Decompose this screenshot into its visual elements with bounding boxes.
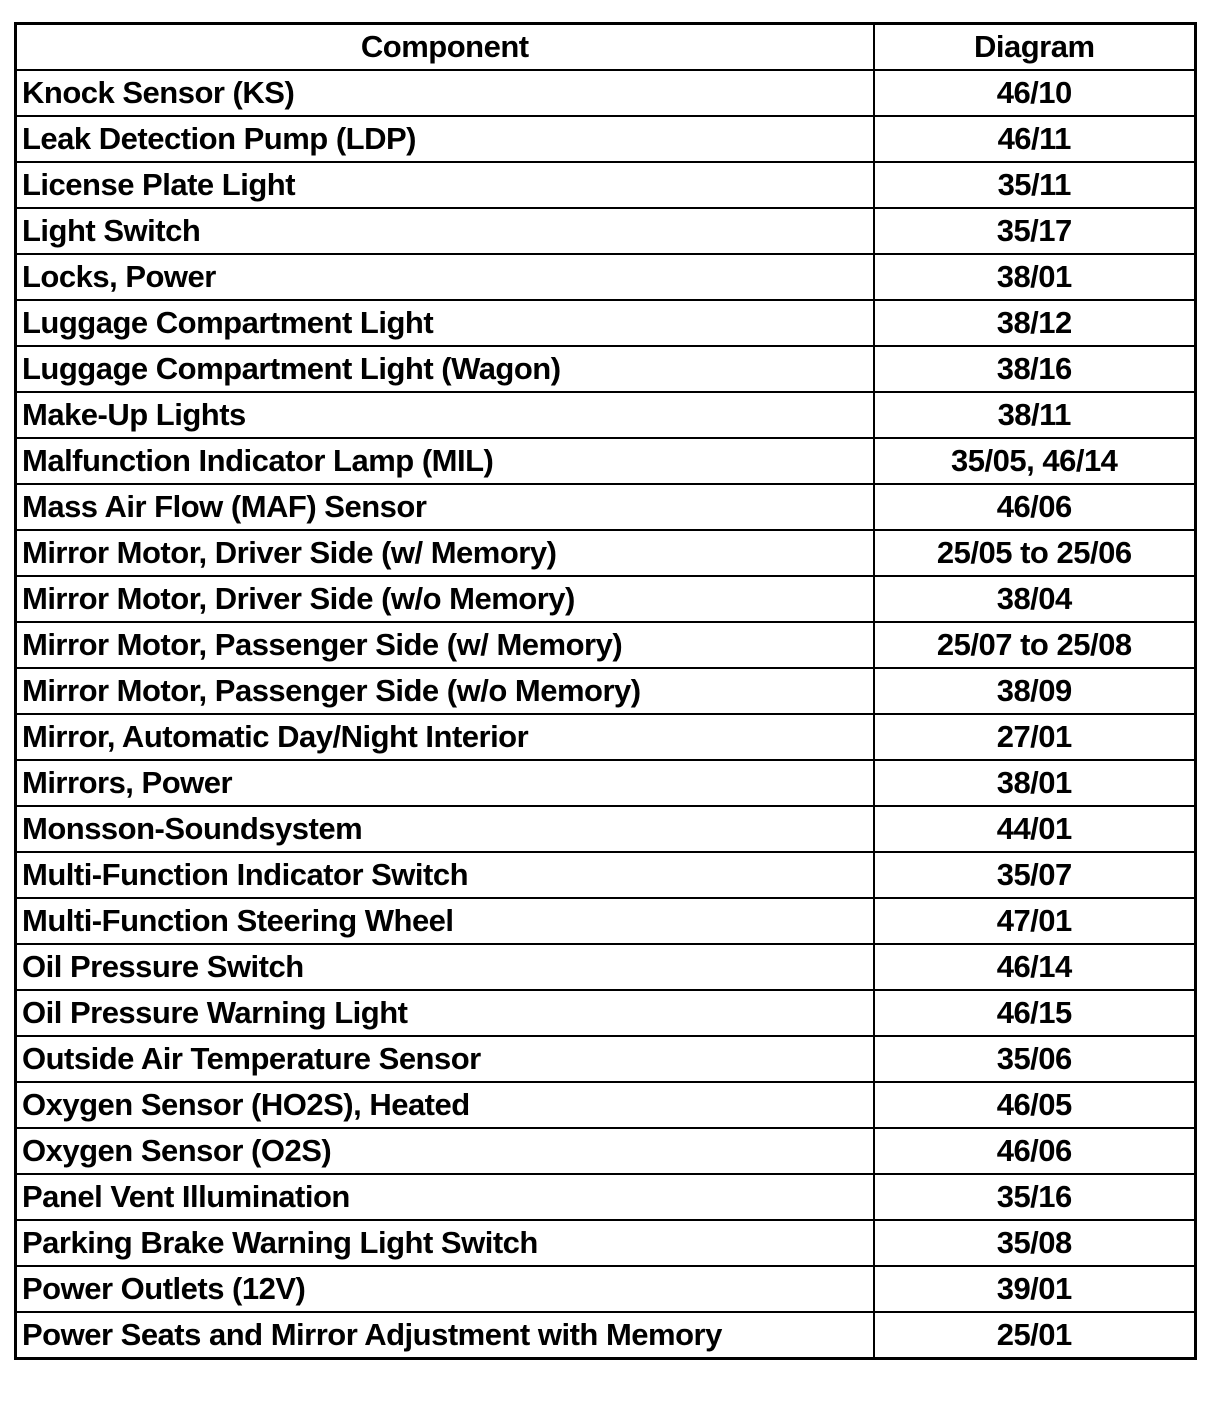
table-row <box>16 254 1196 300</box>
table-row <box>16 1312 1196 1359</box>
table-row <box>16 1082 1196 1128</box>
table-row <box>16 898 1196 944</box>
table-row <box>16 70 1196 116</box>
component-cell: Locks, Power <box>16 254 874 300</box>
table-row <box>16 484 1196 530</box>
table-row <box>16 1128 1196 1174</box>
component-cell: Multi-Function Indicator Switch <box>16 852 874 898</box>
diagram-cell: 46/15 <box>874 990 1196 1036</box>
table-row <box>16 346 1196 392</box>
component-cell: Parking Brake Warning Light Switch <box>16 1220 874 1266</box>
diagram-cell: 25/05 to 25/06 <box>874 530 1196 576</box>
diagram-cell: 35/16 <box>874 1174 1196 1220</box>
diagram-cell: 38/11 <box>874 392 1196 438</box>
component-cell: Oil Pressure Switch <box>16 944 874 990</box>
diagram-cell: 44/01 <box>874 806 1196 852</box>
component-cell: Outside Air Temperature Sensor <box>16 1036 874 1082</box>
component-cell: Luggage Compartment Light (Wagon) <box>16 346 874 392</box>
table-row <box>16 1174 1196 1220</box>
component-cell: Multi-Function Steering Wheel <box>16 898 874 944</box>
component-cell: Mirror Motor, Passenger Side (w/o Memory) <box>16 668 874 714</box>
table-row <box>16 208 1196 254</box>
component-cell: Leak Detection Pump (LDP) <box>16 116 874 162</box>
diagram-cell: 46/05 <box>874 1082 1196 1128</box>
diagram-cell: 46/11 <box>874 116 1196 162</box>
table-row <box>16 1266 1196 1312</box>
diagram-cell: 25/07 to 25/08 <box>874 622 1196 668</box>
diagram-cell: 35/17 <box>874 208 1196 254</box>
table-row <box>16 1220 1196 1266</box>
table-row <box>16 668 1196 714</box>
component-cell: Panel Vent Illumination <box>16 1174 874 1220</box>
component-cell: Mirror Motor, Driver Side (w/ Memory) <box>16 530 874 576</box>
table-row <box>16 806 1196 852</box>
component-cell: Luggage Compartment Light <box>16 300 874 346</box>
diagram-cell: 46/14 <box>874 944 1196 990</box>
diagram-cell: 35/08 <box>874 1220 1196 1266</box>
component-cell: Light Switch <box>16 208 874 254</box>
diagram-cell: 46/10 <box>874 70 1196 116</box>
diagram-column-header: Diagram <box>874 24 1196 71</box>
table-row <box>16 714 1196 760</box>
component-cell: Mirror, Automatic Day/Night Interior <box>16 714 874 760</box>
component-cell: Make-Up Lights <box>16 392 874 438</box>
component-diagram-table <box>14 22 1197 1360</box>
diagram-cell: 35/11 <box>874 162 1196 208</box>
table-header <box>16 24 1196 71</box>
table-row <box>16 300 1196 346</box>
diagram-cell: 25/01 <box>874 1312 1196 1359</box>
component-cell: Mirror Motor, Passenger Side (w/ Memory) <box>16 622 874 668</box>
diagram-cell: 27/01 <box>874 714 1196 760</box>
diagram-cell: 35/06 <box>874 1036 1196 1082</box>
diagram-cell: 35/05, 46/14 <box>874 438 1196 484</box>
table-row <box>16 530 1196 576</box>
table-row <box>16 162 1196 208</box>
component-cell: Oxygen Sensor (HO2S), Heated <box>16 1082 874 1128</box>
table-row <box>16 990 1196 1036</box>
table-row <box>16 438 1196 484</box>
diagram-cell: 47/01 <box>874 898 1196 944</box>
diagram-cell: 39/01 <box>874 1266 1196 1312</box>
component-cell: Monsson-Soundsystem <box>16 806 874 852</box>
diagram-cell: 35/07 <box>874 852 1196 898</box>
component-cell: Mirror Motor, Driver Side (w/o Memory) <box>16 576 874 622</box>
diagram-cell: 46/06 <box>874 484 1196 530</box>
diagram-cell: 38/04 <box>874 576 1196 622</box>
diagram-cell: 38/09 <box>874 668 1196 714</box>
table-body <box>16 70 1196 1359</box>
component-cell: Power Seats and Mirror Adjustment with Memory <box>16 1312 874 1359</box>
diagram-cell: 38/01 <box>874 760 1196 806</box>
component-cell: Mass Air Flow (MAF) Sensor <box>16 484 874 530</box>
table-row <box>16 116 1196 162</box>
table-row <box>16 1036 1196 1082</box>
table-row <box>16 576 1196 622</box>
table-row <box>16 760 1196 806</box>
diagram-cell: 46/06 <box>874 1128 1196 1174</box>
diagram-cell: 38/01 <box>874 254 1196 300</box>
table-row <box>16 392 1196 438</box>
table-row <box>16 622 1196 668</box>
diagram-cell: 38/16 <box>874 346 1196 392</box>
component-cell: Mirrors, Power <box>16 760 874 806</box>
component-cell: Knock Sensor (KS) <box>16 70 874 116</box>
component-cell: Oxygen Sensor (O2S) <box>16 1128 874 1174</box>
component-cell: License Plate Light <box>16 162 874 208</box>
component-column-header: Component <box>16 24 874 71</box>
component-cell: Malfunction Indicator Lamp (MIL) <box>16 438 874 484</box>
component-cell: Oil Pressure Warning Light <box>16 990 874 1036</box>
table-row <box>16 944 1196 990</box>
header-row <box>16 24 1196 71</box>
diagram-cell: 38/12 <box>874 300 1196 346</box>
component-cell: Power Outlets (12V) <box>16 1266 874 1312</box>
table-row <box>16 852 1196 898</box>
